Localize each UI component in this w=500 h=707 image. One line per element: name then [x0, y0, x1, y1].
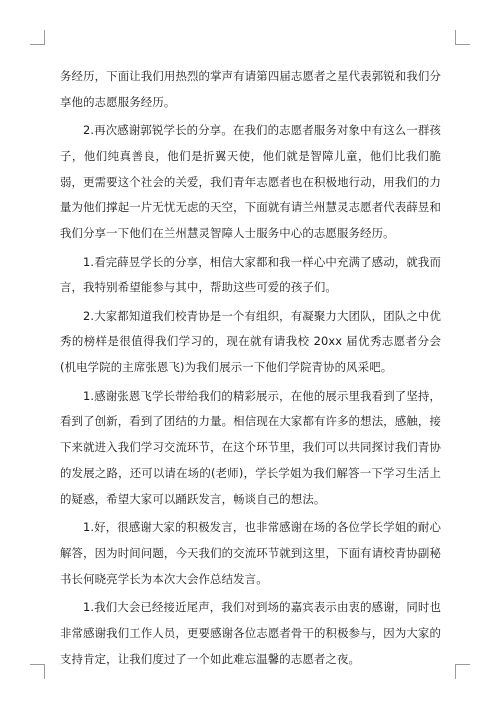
- crop-mark-top-left: [30, 30, 45, 45]
- paragraph-introduce-zhang-enfei: 2.大家都知道我们校青协是一个有组织，有凝聚力大团队，团队之中优秀的榜样是很值得我们学习的，现在就有请我校 20xx 届优秀志愿者分会(机电学院的主席张恩飞)为我们展示一下他们学院青协的风采吧。: [60, 308, 441, 375]
- paragraph-thanks-guo-rui: 2.再次感谢郭锐学长的分享。在我们的志愿者服务对象中有这么一群孩子，他们纯真善良，他们是折翼天使，他们就是智障儿童，他们比我们脆弱，更需要这个社会的关爱，我们青年志愿者也在积极地行动，用我们的力量为他们撑起一片无忧无虑的天空，下面就有请兰州慧灵志愿者代表薛昱和我们分享一下他们在兰州慧灵智障人士服务中心的志愿服务经历。: [60, 123, 441, 241]
- paragraph-after-xue-yu: 1.看完薛昱学长的分享，相信大家都和我一样心中充满了感动，就我而言，我特别希望能参与其中，帮助这些可爱的孩子们。: [60, 254, 441, 295]
- paragraph-final-thanks: 1.我们大会已经接近尾声，我们对到场的嘉宾表示由衷的感谢，同时也非常感谢我们工作人员，更要感谢各位志愿者骨干的积极参与，因为大家的支持肯定，让我们度过了一个如此难忘温馨的志愿者之夜。: [60, 599, 441, 666]
- document-body: [60, 64, 441, 675]
- paragraph-exchange-session: 1.感谢张恩飞学长带给我们的精彩展示，在他的展示里我看到了坚持，看到了创新，看到了团结的力量。相信现在大家都有许多的想法，感触，接下来就进入我们学习交流环节，在这个环节里，我们可以共同探讨我们青协的发展之路，还可以请在场的(老师)，学长学姐为我们解答一下学习生活上的疑惑，希望大家可以踊跃发言，畅谈自己的想法。: [60, 388, 441, 506]
- paragraph-closing-discussion: 1.好，很感谢大家的积极发言，也非常感谢在场的各位学长学姐的耐心解答，因为时间问题，今天我们的交流环节就到这里，下面有请校青协副秘书长何晓亮学长为本次大会作总结发言。: [60, 520, 441, 586]
- crop-mark-bottom-left: [30, 664, 45, 679]
- paragraph-continuation: 务经历，下面让我们用热烈的掌声有请第四届志愿者之星代表郭锐和我们分享他的志愿服务经历。: [60, 69, 441, 109]
- crop-mark-top-right: [455, 30, 470, 45]
- crop-mark-bottom-right: [455, 664, 470, 679]
